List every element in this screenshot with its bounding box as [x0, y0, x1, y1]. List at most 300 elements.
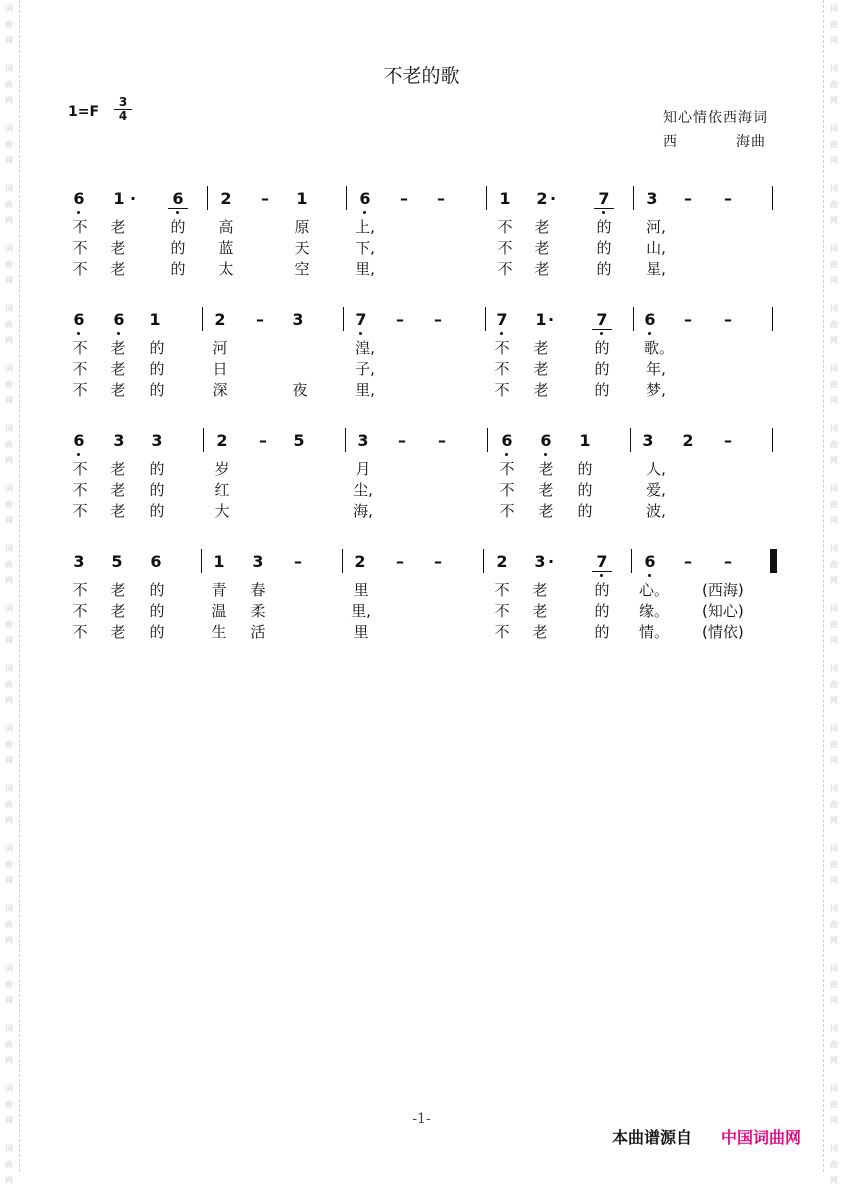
lyric-char: 的: [149, 360, 165, 378]
lyric-char: 不: [72, 481, 88, 499]
watermark-char: 曲: [830, 860, 838, 869]
extension-dash: –: [434, 310, 442, 329]
watermark-char: 曲: [5, 980, 13, 989]
extension-dash: –: [259, 431, 267, 450]
lyric-char: 不: [494, 623, 510, 641]
watermark-char: 曲: [830, 800, 838, 809]
watermark-char: 网: [5, 1056, 13, 1065]
note: 1: [499, 189, 511, 208]
note: 3: [292, 310, 304, 329]
lyric-char: 不: [72, 239, 88, 257]
lyric-char: 波,: [646, 502, 666, 520]
note: 1: [296, 189, 308, 208]
watermark-char: 曲: [5, 440, 13, 449]
barline: [483, 549, 484, 573]
watermark-char: 曲: [830, 140, 838, 149]
note: 3: [642, 431, 654, 450]
lyric-char: 年,: [646, 360, 666, 378]
watermark-char: 曲: [830, 560, 838, 569]
lyric-char: 老: [533, 381, 549, 399]
watermark-char: 曲: [5, 500, 13, 509]
lyric-char: 老: [538, 460, 554, 478]
lyric-char: 日: [212, 360, 228, 378]
lyric-char: 老: [110, 502, 126, 520]
lyric-char: 的: [594, 381, 610, 399]
lyric-char: 蓝: [218, 239, 234, 257]
watermark-char: 曲: [830, 680, 838, 689]
lyric-char: 不: [499, 502, 515, 520]
lyric-char: 的: [596, 218, 612, 236]
extension-dash: –: [724, 431, 732, 450]
watermark-char: 曲: [5, 140, 13, 149]
watermark-char: 网: [830, 576, 838, 585]
watermark-char: 网: [5, 816, 13, 825]
lyric-char: 的: [149, 581, 165, 599]
lyric-char: 夜: [292, 381, 308, 399]
lyric-char: (西海): [702, 581, 744, 599]
note: 2: [214, 310, 226, 329]
lyric-char: 温: [211, 602, 227, 620]
note: 1: [213, 552, 225, 571]
watermark-char: 网: [830, 396, 838, 405]
lyricist-credit: 知心情依西海词: [663, 110, 768, 126]
watermark-char: 曲: [830, 620, 838, 629]
watermark-char: 词: [830, 604, 838, 613]
watermark-char: 网: [5, 456, 13, 465]
note: 6: [109, 311, 129, 329]
watermark-char: 曲: [5, 680, 13, 689]
lyric-char: 不: [72, 360, 88, 378]
lyric-char: 老: [110, 460, 126, 478]
lyric-char: 不: [494, 581, 510, 599]
lyric-char: 天: [294, 239, 310, 257]
watermark-char: 曲: [5, 320, 13, 329]
lyric-char: 不: [72, 218, 88, 236]
left-margin-rule: [19, 0, 20, 1172]
watermark-char: 词: [830, 304, 838, 313]
final-barline: [770, 549, 774, 573]
lyric-char: (情依): [702, 623, 744, 641]
watermark-char: 词: [5, 664, 13, 673]
barline: [342, 549, 343, 573]
augmentation-dot: ·: [130, 189, 137, 208]
watermark-char: 词: [830, 484, 838, 493]
barline: [201, 549, 202, 573]
extension-dash: –: [256, 310, 264, 329]
extension-dash: –: [396, 552, 404, 571]
extension-dash: –: [684, 189, 692, 208]
watermark-char: 词: [830, 124, 838, 133]
lyric-char: 不: [497, 260, 513, 278]
watermark-char: 词: [830, 184, 838, 193]
watermark-char: 曲: [5, 1040, 13, 1049]
note: 2: [354, 552, 366, 571]
lyric-char: 的: [594, 602, 610, 620]
note: 7: [594, 190, 614, 209]
lyric-char: 山,: [646, 239, 666, 257]
watermark-char: 词: [5, 904, 13, 913]
watermark-char: 词: [5, 364, 13, 373]
lyric-char: 缘。: [639, 602, 670, 620]
watermark-char: 词: [5, 784, 13, 793]
lyric-char: 老: [538, 481, 554, 499]
watermark-char: 网: [5, 336, 13, 345]
time-signature: [114, 96, 132, 123]
watermark-char: 词: [5, 184, 13, 193]
note: 3: [252, 552, 264, 571]
watermark-char: 网: [830, 1116, 838, 1125]
lyric-char: 空: [294, 260, 310, 278]
watermark-char: 网: [830, 696, 838, 705]
barline: [772, 307, 773, 331]
watermark-char: 词: [5, 244, 13, 253]
note: 6: [640, 311, 660, 329]
watermark-char: 网: [5, 576, 13, 585]
lyric-char: 的: [594, 339, 610, 357]
watermark-char: 曲: [830, 1040, 838, 1049]
barline: [202, 307, 203, 331]
extension-dash: –: [724, 310, 732, 329]
note: 1: [113, 189, 125, 208]
lyric-char: 海,: [353, 502, 373, 520]
note: 6: [536, 432, 556, 450]
lyric-char: 老: [110, 260, 126, 278]
lyric-char: 高: [218, 218, 234, 236]
watermark-char: 网: [5, 696, 13, 705]
watermark-char: 词: [5, 64, 13, 73]
lyric-char: 不: [499, 481, 515, 499]
watermark-char: 网: [5, 396, 13, 405]
watermark-char: 词: [5, 964, 13, 973]
note: 6: [640, 553, 660, 571]
watermark-char: 网: [5, 636, 13, 645]
watermark-char: 曲: [830, 500, 838, 509]
watermark-char: 词: [830, 244, 838, 253]
watermark-char: 网: [5, 156, 13, 165]
watermark-char: 网: [830, 876, 838, 885]
watermark-char: 曲: [5, 620, 13, 629]
lyric-char: 心。: [639, 581, 670, 599]
lyric-char: 里,: [355, 260, 375, 278]
watermark-char: 曲: [830, 320, 838, 329]
note: 3: [151, 431, 163, 450]
lyric-char: 原: [294, 218, 310, 236]
watermark-char: 网: [830, 1056, 838, 1065]
lyric-char: 老: [532, 623, 548, 641]
right-margin-rule: [823, 0, 824, 1172]
lyric-char: 人,: [646, 460, 666, 478]
lyric-char: 河,: [646, 218, 666, 236]
watermark-char: 网: [5, 936, 13, 945]
watermark-char: 曲: [5, 200, 13, 209]
lyric-char: 的: [577, 460, 593, 478]
lyric-char: 不: [494, 339, 510, 357]
lyric-char: 不: [72, 623, 88, 641]
lyric-char: 的: [577, 502, 593, 520]
barline: [485, 307, 486, 331]
watermark-char: 词: [5, 124, 13, 133]
watermark-char: 词: [830, 964, 838, 973]
watermark-char: 曲: [5, 920, 13, 929]
source-site: 中国词曲网: [721, 1128, 802, 1147]
watermark-char: 网: [830, 636, 838, 645]
lyric-char: 子,: [355, 360, 375, 378]
barline: [207, 186, 208, 210]
watermark-char: 网: [830, 516, 838, 525]
barline: [343, 307, 344, 331]
page-number: -1-: [412, 1111, 431, 1127]
extension-dash: –: [434, 552, 442, 571]
watermark-char: 网: [830, 756, 838, 765]
lyric-char: 老: [533, 360, 549, 378]
lyric-char: 爱,: [646, 481, 666, 499]
watermark-char: 网: [830, 996, 838, 1005]
lyric-char: 月: [355, 460, 371, 478]
extension-dash: –: [724, 189, 732, 208]
watermark-char: 网: [5, 1176, 13, 1185]
watermark-char: 词: [830, 724, 838, 733]
lyric-char: 的: [149, 502, 165, 520]
note: 3: [646, 189, 658, 208]
lyric-char: 的: [149, 602, 165, 620]
lyric-char: 里,: [351, 602, 371, 620]
watermark-char: 曲: [830, 440, 838, 449]
note: 3: [73, 552, 85, 571]
lyric-char: 老: [532, 581, 548, 599]
note: 1: [579, 431, 591, 450]
note: 3: [534, 552, 546, 571]
barline: [346, 186, 347, 210]
note: 2: [220, 189, 232, 208]
note: 6: [69, 432, 89, 450]
watermark-char: 词: [830, 544, 838, 553]
watermark-char: 词: [830, 364, 838, 373]
watermark-char: 曲: [5, 260, 13, 269]
lyric-char: 老: [110, 218, 126, 236]
lyric-char: 不: [72, 602, 88, 620]
barline: [486, 186, 487, 210]
lyric-char: 的: [170, 260, 186, 278]
lyric-char: 不: [499, 460, 515, 478]
extension-dash: –: [438, 431, 446, 450]
note: 6: [355, 190, 375, 208]
watermark-char: 曲: [5, 1160, 13, 1169]
watermark-char: 网: [830, 1176, 838, 1185]
note: 6: [69, 190, 89, 208]
watermark-char: 词: [830, 64, 838, 73]
lyric-char: 的: [149, 339, 165, 357]
watermark-char: 词: [5, 4, 13, 13]
lyric-char: 里,: [355, 381, 375, 399]
lyric-char: 的: [596, 239, 612, 257]
watermark-char: 网: [5, 276, 13, 285]
barline: [487, 428, 488, 452]
watermark-char: 词: [830, 1084, 838, 1093]
watermark-char: 网: [5, 1116, 13, 1125]
lyric-char: 老: [110, 581, 126, 599]
barline: [772, 186, 773, 210]
watermark-char: 曲: [5, 20, 13, 29]
time-top: 3: [114, 96, 132, 110]
note: 6: [150, 552, 162, 571]
lyric-char: 岁: [214, 460, 230, 478]
augmentation-dot: ·: [550, 189, 557, 208]
augmentation-dot: ·: [548, 310, 555, 329]
barline: [633, 186, 634, 210]
time-bottom: 4: [118, 109, 128, 123]
watermark-char: 曲: [830, 980, 838, 989]
lyric-char: 老: [534, 239, 550, 257]
lyric-char: 情。: [639, 623, 670, 641]
watermark-char: 网: [830, 156, 838, 165]
lyric-char: 不: [497, 239, 513, 257]
lyric-char: 上,: [355, 218, 375, 236]
barline: [345, 428, 346, 452]
note: 3: [357, 431, 369, 450]
watermark-char: 网: [830, 936, 838, 945]
note: 1: [535, 310, 547, 329]
lyric-char: 太: [218, 260, 234, 278]
lyric-char: 的: [594, 581, 610, 599]
watermark-char: 词: [5, 1024, 13, 1033]
note: 5: [293, 431, 305, 450]
lyric-char: 歌。: [644, 339, 675, 357]
lyric-char: (知心): [702, 602, 744, 620]
watermark-char: 网: [830, 96, 838, 105]
lyric-char: 的: [149, 381, 165, 399]
watermark-char: 词: [5, 1084, 13, 1093]
lyric-char: 活: [250, 623, 266, 641]
watermark-char: 曲: [830, 20, 838, 29]
barline: [203, 428, 204, 452]
lyric-char: 不: [72, 460, 88, 478]
barline: [630, 428, 631, 452]
lyric-char: 的: [594, 360, 610, 378]
lyric-char: 老: [533, 339, 549, 357]
watermark-char: 网: [5, 996, 13, 1005]
watermark-char: 网: [5, 36, 13, 45]
watermark-char: 词: [830, 4, 838, 13]
watermark-char: 网: [5, 96, 13, 105]
extension-dash: –: [400, 189, 408, 208]
lyric-char: 老: [538, 502, 554, 520]
lyric-char: 不: [72, 381, 88, 399]
watermark-char: 曲: [5, 560, 13, 569]
lyric-char: 春: [250, 581, 266, 599]
lyric-char: 的: [170, 218, 186, 236]
lyric-char: 不: [72, 260, 88, 278]
watermark-char: 词: [830, 424, 838, 433]
lyric-char: 里: [353, 623, 369, 641]
watermark-char: 曲: [5, 380, 13, 389]
watermark-char: 词: [830, 664, 838, 673]
note: 6: [69, 311, 89, 329]
note: 2: [682, 431, 694, 450]
lyric-char: 河: [212, 339, 228, 357]
extension-dash: –: [724, 552, 732, 571]
extension-dash: –: [684, 310, 692, 329]
lyric-char: 的: [596, 260, 612, 278]
watermark-char: 网: [5, 876, 13, 885]
lyric-char: 不: [72, 581, 88, 599]
watermark-char: 网: [830, 216, 838, 225]
watermark-char: 词: [5, 604, 13, 613]
note: 2: [496, 552, 508, 571]
note: 6: [497, 432, 517, 450]
note: 7: [592, 311, 612, 330]
barline: [772, 428, 773, 452]
watermark-char: 曲: [5, 800, 13, 809]
lyric-char: 老: [110, 360, 126, 378]
barline: [631, 549, 632, 573]
watermark-char: 词: [830, 904, 838, 913]
watermark-char: 网: [5, 216, 13, 225]
watermark-char: 词: [830, 1144, 838, 1153]
note: 7: [492, 311, 512, 329]
lyric-char: 不: [497, 218, 513, 236]
extension-dash: –: [396, 310, 404, 329]
lyric-char: 老: [534, 218, 550, 236]
extension-dash: –: [684, 552, 692, 571]
note: 2: [536, 189, 548, 208]
lyric-char: 星,: [646, 260, 666, 278]
watermark-char: 网: [5, 516, 13, 525]
lyric-char: 深: [212, 381, 228, 399]
lyric-char: 老: [110, 623, 126, 641]
watermark-char: 词: [5, 724, 13, 733]
watermark-char: 曲: [830, 1100, 838, 1109]
lyric-char: 下,: [355, 239, 375, 257]
source-label: 本曲谱源自: [612, 1128, 693, 1147]
watermark-char: 词: [5, 484, 13, 493]
watermark-char: 词: [5, 304, 13, 313]
key-signature: 1=F: [68, 104, 100, 120]
watermark-char: 曲: [830, 260, 838, 269]
extension-dash: –: [437, 189, 445, 208]
augmentation-dot: ·: [548, 552, 555, 571]
watermark-char: 网: [830, 336, 838, 345]
lyric-char: 老: [110, 239, 126, 257]
lyric-char: 的: [170, 239, 186, 257]
note: 1: [149, 310, 161, 329]
watermark-char: 网: [830, 276, 838, 285]
lyric-char: 湟,: [355, 339, 375, 357]
watermark-char: 网: [830, 816, 838, 825]
lyric-char: 的: [149, 623, 165, 641]
note: 6: [168, 190, 188, 209]
extension-dash: –: [261, 189, 269, 208]
watermark-char: 词: [830, 844, 838, 853]
note: 7: [592, 553, 612, 572]
lyric-char: 生: [211, 623, 227, 641]
right-watermark: [827, 0, 841, 1185]
extension-dash: –: [294, 552, 302, 571]
lyric-char: 老: [534, 260, 550, 278]
lyric-char: 的: [149, 481, 165, 499]
lyric-char: 大: [214, 502, 230, 520]
lyric-char: 梦,: [646, 381, 666, 399]
watermark-char: 词: [5, 424, 13, 433]
lyric-char: 的: [594, 623, 610, 641]
lyric-char: 青: [211, 581, 227, 599]
lyric-char: 柔: [250, 602, 266, 620]
lyric-char: 的: [149, 460, 165, 478]
extension-dash: –: [398, 431, 406, 450]
left-watermark: [2, 0, 16, 1185]
lyric-char: 不: [494, 381, 510, 399]
watermark-char: 词: [830, 784, 838, 793]
note: 3: [113, 431, 125, 450]
